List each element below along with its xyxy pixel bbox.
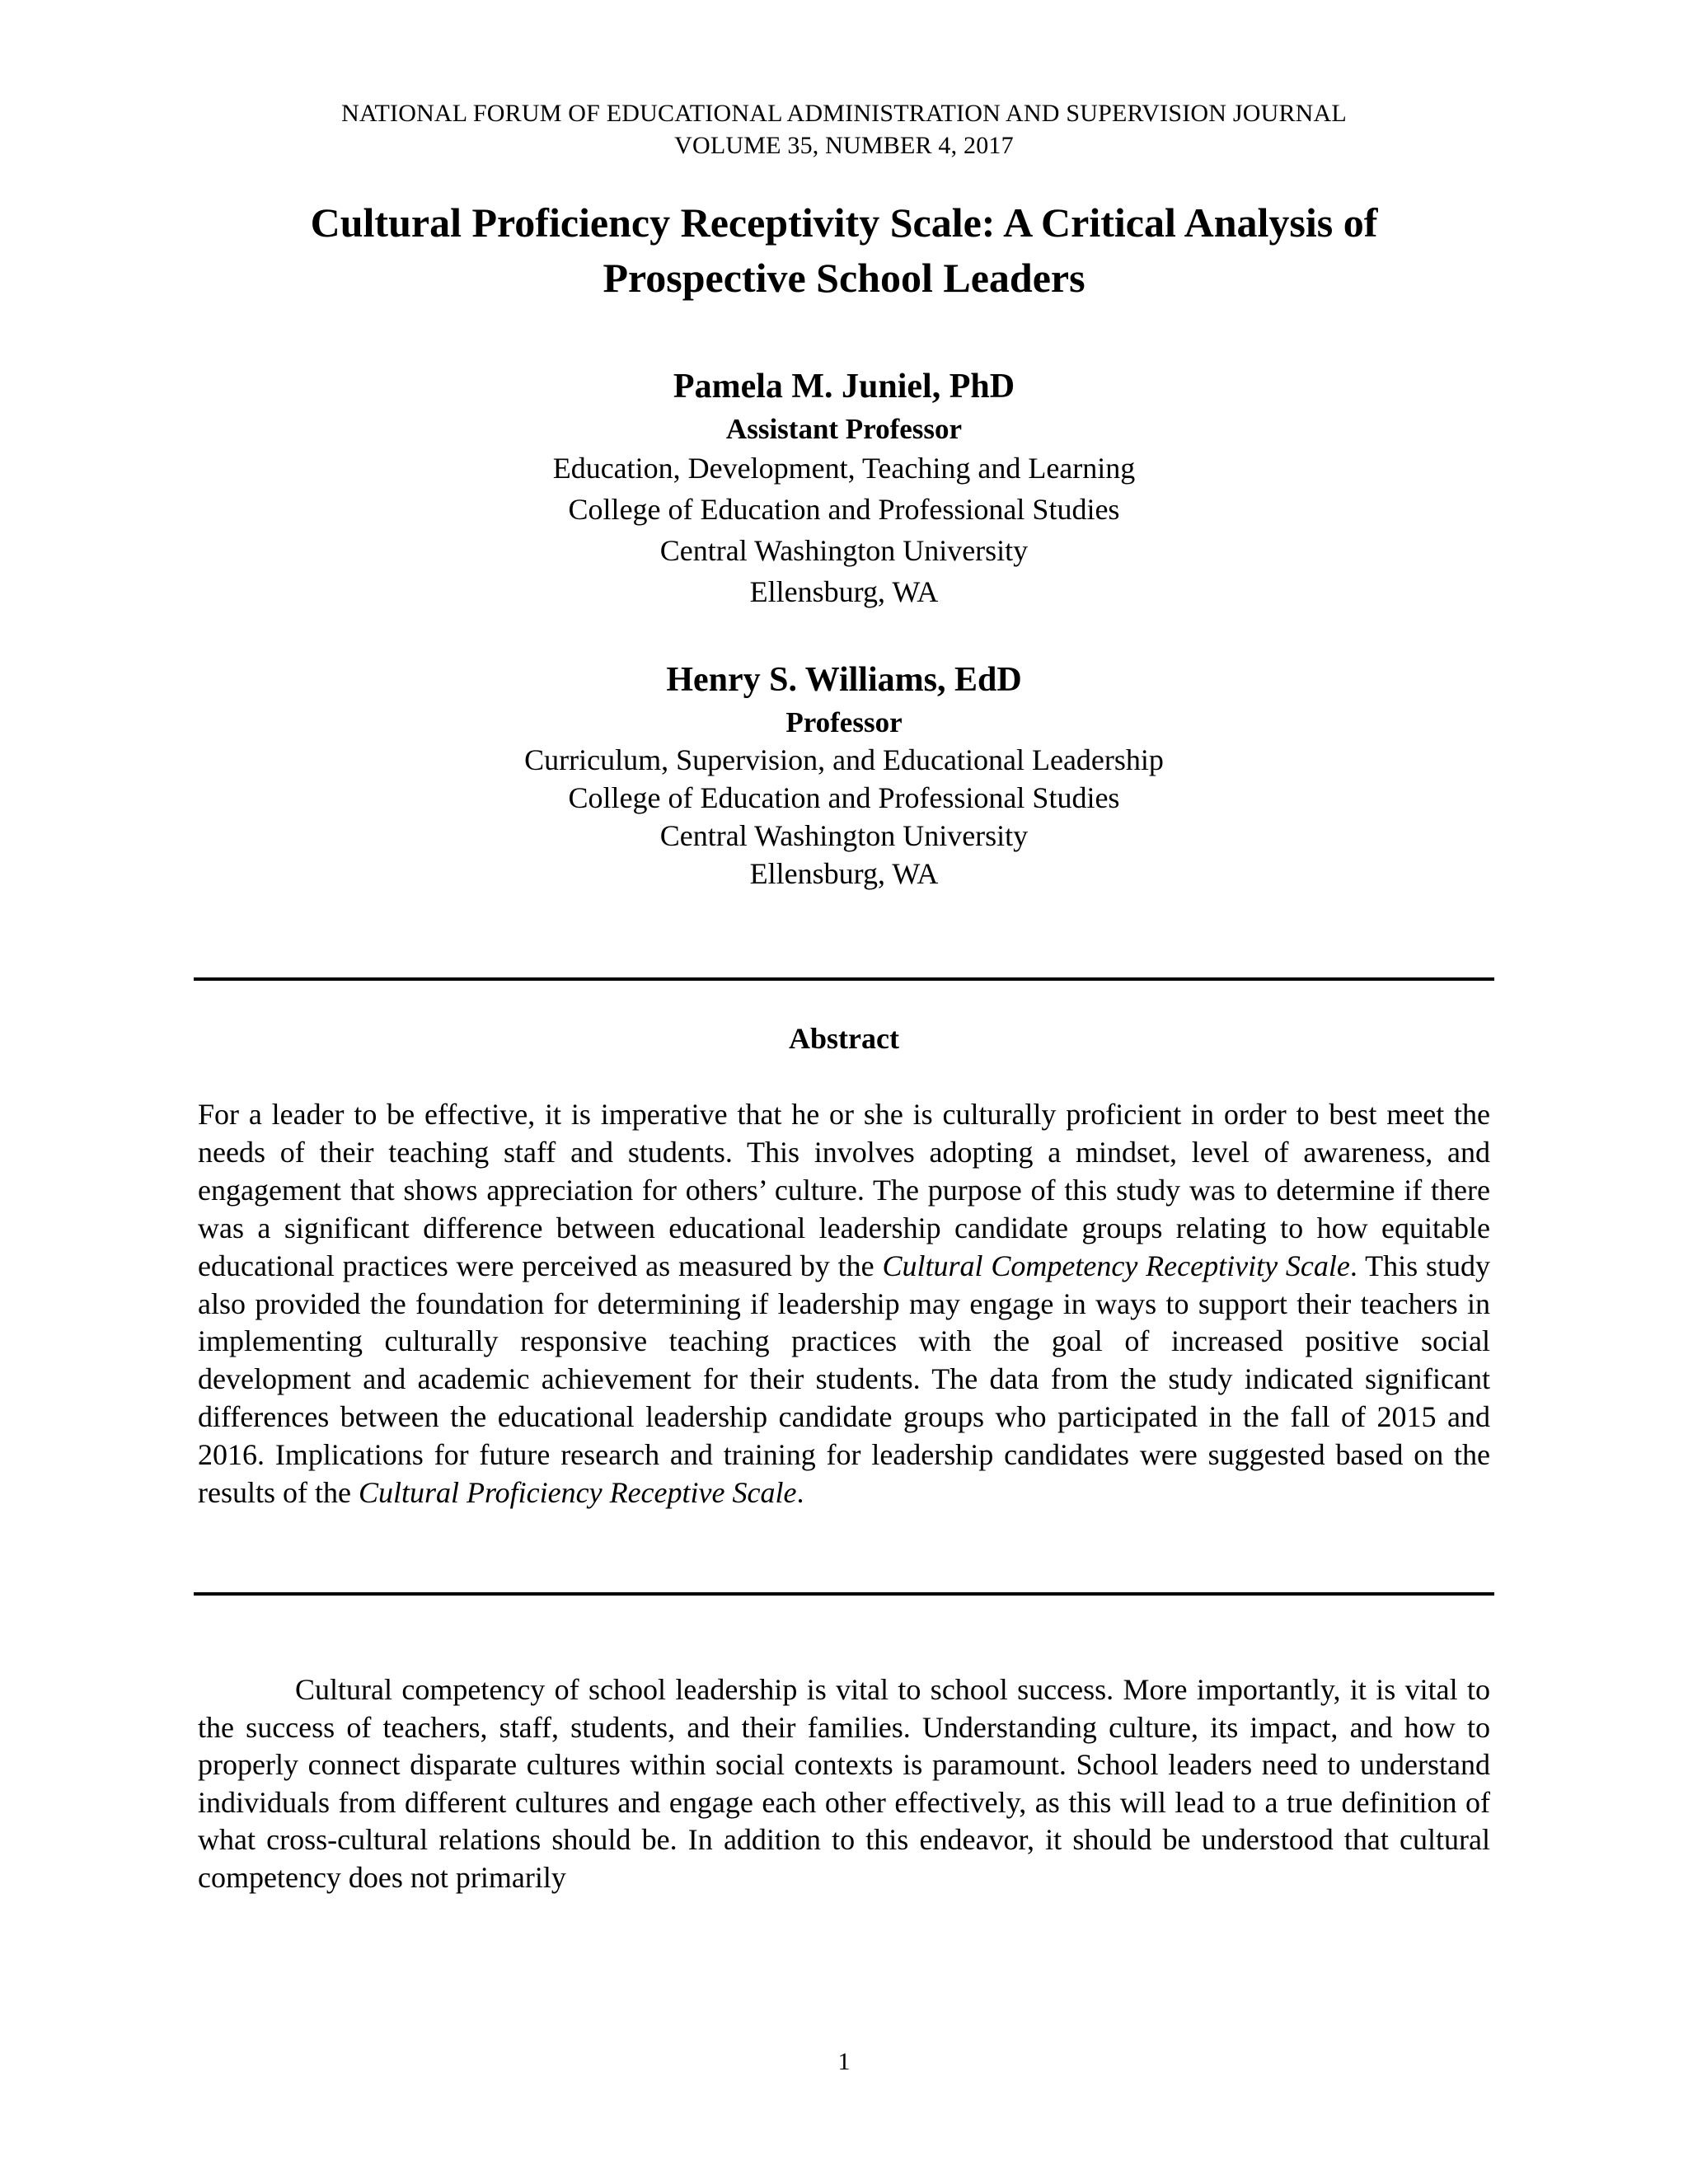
paper-title-line-2: Prospective School Leaders bbox=[603, 255, 1085, 301]
body-paragraph: Cultural competency of school leadership is vital to school success. More importantly, it is vital to the success of teachers, staff, students, and their families. Understanding culture, its impact, and how to properly connect disparate cultures within social contexts is paramount. School leaders need to understand individuals from different cultures and engage each other effectively, as this will lead to a true definition of what cross-cultural relations should be. In addition to this endeavor, it should be understood that cultural competency does not primarily bbox=[198, 1673, 1490, 1894]
author-rank: Assistant Professor bbox=[725, 413, 963, 445]
page-number: 1 bbox=[837, 2048, 851, 2075]
abstract-italic-scale-1: Cultural Competency Receptivity Scale bbox=[882, 1249, 1350, 1282]
author-block-2 bbox=[0, 656, 1688, 893]
abstract-top-divider bbox=[194, 977, 1494, 981]
journal-volume: VOLUME 35, NUMBER 4, 2017 bbox=[674, 132, 1014, 159]
journal-running-header bbox=[0, 97, 1688, 162]
author-university: Central Washington University bbox=[659, 534, 1029, 567]
author-university: Central Washington University bbox=[659, 819, 1029, 852]
author-location: Ellensburg, WA bbox=[749, 857, 939, 890]
abstract-paragraph bbox=[198, 1096, 1490, 1512]
author-location: Ellensburg, WA bbox=[749, 575, 939, 608]
author-name: Henry S. Williams, EdD bbox=[666, 661, 1022, 699]
abstract-text-part-2: . This study also provided the foundation for determining if leadership may engage in ways to support their teachers in implementing culturally responsive teaching practices with the goal of increased positive social development and academic achievement for their students. The data from the study indicated significant differences between the educational leadership candidate groups who participated in the fall of 2015 and 2016. Implications for future research and training for leadership candidates were suggested based on the results of the bbox=[198, 1249, 1490, 1510]
author-block-1 bbox=[0, 363, 1688, 612]
author-department: Curriculum, Supervision, and Educational Leadership bbox=[524, 743, 1164, 776]
paper-title bbox=[198, 195, 1490, 306]
abstract-text-part-1: For a leader to be effective, it is imperative that he or she is culturally proficient in order to best meet the needs of their teaching staff and students. This involves adopting a mindset, level of awareness, and engagement that shows appreciation for others’ culture. The purpose of this study was to determine if there was a significant difference between educational leadership candidate groups relating to how equitable educational practices were perceived as measured by the bbox=[198, 1098, 1490, 1282]
abstract-heading: Abstract bbox=[789, 1022, 899, 1055]
abstract-italic-scale-2: Cultural Proficiency Receptive Scale bbox=[358, 1476, 797, 1510]
abstract-text-part-3: . bbox=[796, 1476, 804, 1510]
author-name: Pamela M. Juniel, PhD bbox=[673, 368, 1015, 405]
author-college: College of Education and Professional Studies bbox=[568, 781, 1120, 814]
journal-name: NATIONAL FORUM OF EDUCATIONAL ADMINISTRATION AND SUPERVISION JOURNAL bbox=[341, 100, 1347, 127]
author-rank: Professor bbox=[785, 706, 903, 738]
author-department: Education, Development, Teaching and Learning bbox=[552, 452, 1136, 485]
abstract-bottom-divider bbox=[194, 1592, 1494, 1596]
paper-title-line-1: Cultural Proficiency Receptivity Scale: A Critical Analysis of bbox=[310, 199, 1378, 246]
author-college: College of Education and Professional Studies bbox=[568, 493, 1120, 526]
